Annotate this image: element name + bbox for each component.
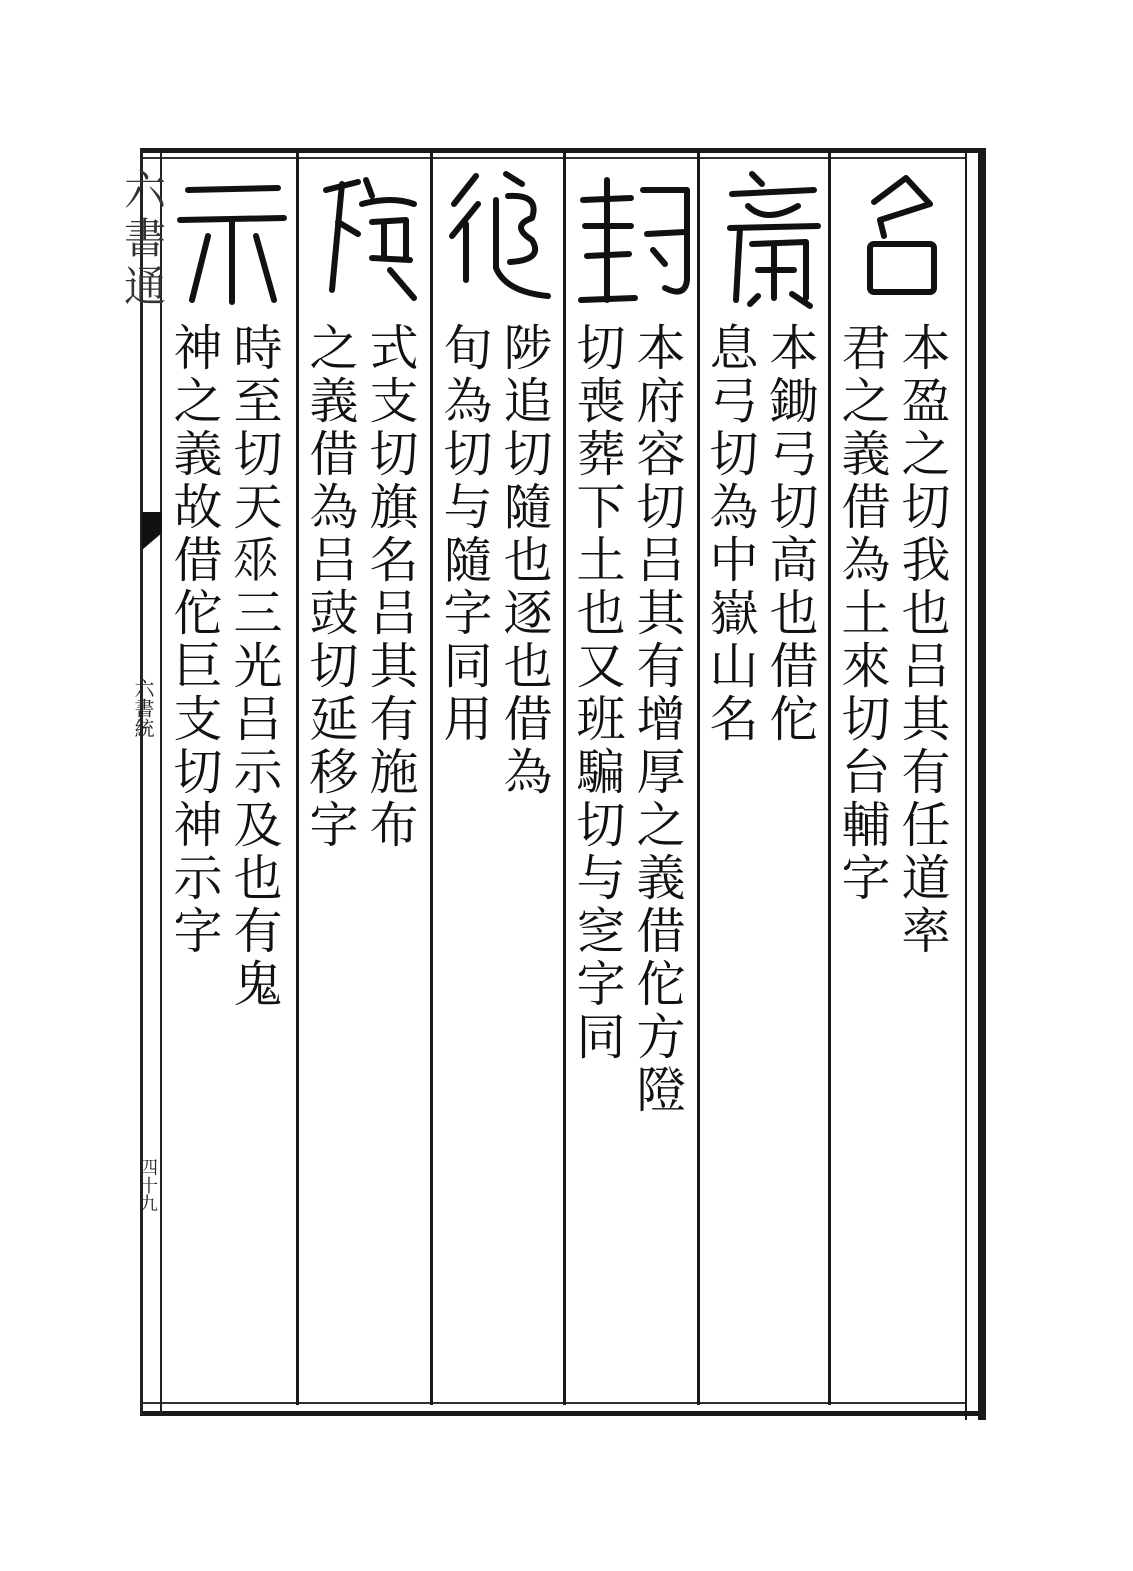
entry-column — [834, 160, 964, 1400]
gloss-line-main: 陟追切隨也逐也借為 — [496, 322, 553, 799]
gloss-line-secondary: 切喪葬下土也又班騙切与窆字同 — [569, 322, 626, 1064]
gloss-line-secondary: 神之義故借佗巨支切神示字 — [166, 322, 223, 958]
gloss-line-main: 本鋤弓切高也借佗 — [762, 322, 819, 746]
gloss-line-secondary: 君之義借為土來切台輔字 — [834, 322, 891, 905]
entry-column — [702, 160, 832, 1400]
column-rule — [296, 153, 299, 1405]
frame-top-inner-border — [140, 157, 966, 159]
gloss-line-main: 本府容切吕其有增厚之義借佗方隥 — [629, 322, 686, 1117]
entry-column — [436, 160, 566, 1400]
seal-glyph-gao-icon — [702, 160, 832, 310]
gloss-line-main: 時至切天𠂹三光吕示及也有鬼 — [226, 322, 283, 1011]
seal-glyph-zhui-icon — [436, 160, 566, 310]
edge-book-label: 六書統 — [131, 678, 155, 738]
gloss-line-main: 本盈之切我也吕其有任道率 — [894, 322, 951, 958]
gloss-line-main: 式支切旗名吕其有施布 — [362, 322, 419, 852]
seal-glyph-shi-icon — [166, 160, 296, 310]
frame-right-border — [978, 150, 986, 1420]
edge-page-number: 四十九 — [137, 1158, 158, 1212]
seal-glyph-qi-icon — [302, 160, 432, 310]
frame-right-inner-border — [965, 150, 967, 1420]
edge-book-title: 六書通 — [118, 168, 167, 312]
gloss-line-secondary: 之義借為吕豉切延移字 — [302, 322, 359, 852]
frame-bottom-inner-border — [140, 1402, 966, 1404]
frame-bottom-border — [140, 1411, 986, 1416]
entry-column — [166, 160, 296, 1400]
seal-glyph-feng-icon — [569, 160, 699, 310]
fishtail-mark — [142, 512, 162, 550]
entry-column — [302, 160, 432, 1400]
gloss-line-secondary: 息弓切為中嶽山名 — [702, 322, 759, 746]
seal-glyph-tai-icon — [834, 160, 964, 310]
entry-column — [569, 160, 699, 1400]
gloss-line-secondary: 旬為切与隨字同用 — [436, 322, 493, 746]
